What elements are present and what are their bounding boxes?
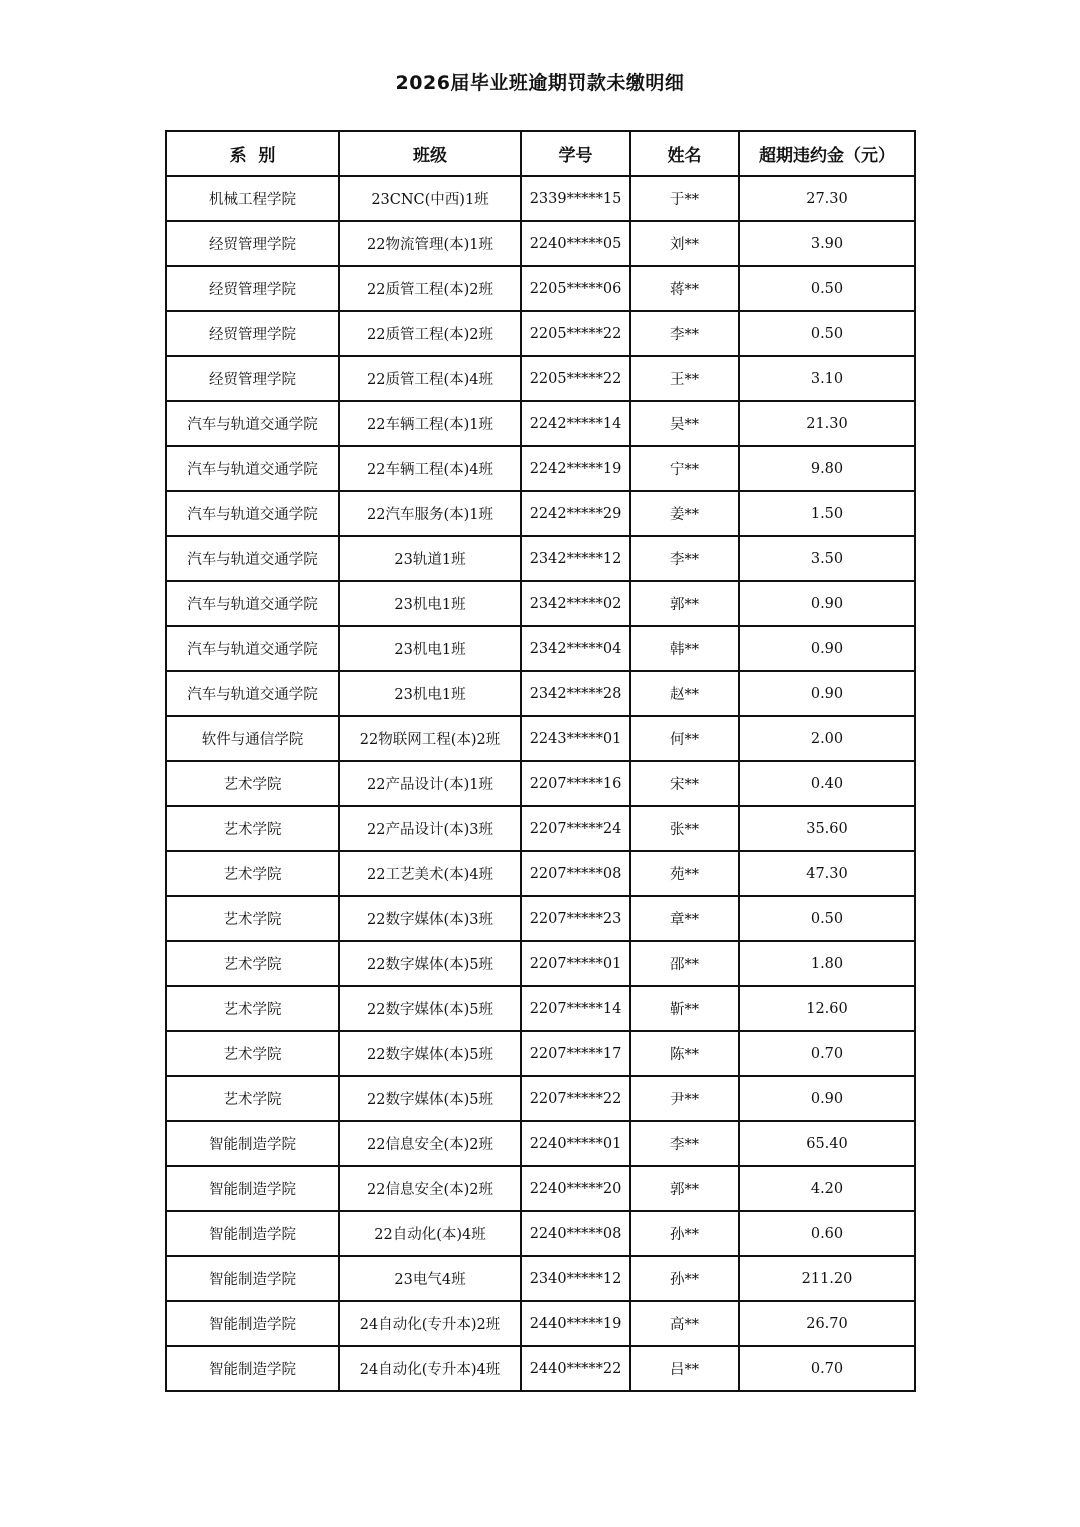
cell-student-id: 2340*****12 (521, 1256, 630, 1301)
table-row (166, 401, 915, 446)
cell-amount: 12.60 (739, 986, 915, 1031)
cell-student-id: 2242*****14 (521, 401, 630, 446)
cell-class: 22自动化(本)4班 (339, 1211, 521, 1256)
table-row (166, 221, 915, 266)
cell-name: 孙** (630, 1256, 739, 1301)
cell-name: 吕** (630, 1346, 739, 1391)
document-title: 2026届毕业班逾期罚款未缴明细 (395, 72, 685, 94)
cell-name: 宋** (630, 761, 739, 806)
cell-name: 尹** (630, 1076, 739, 1121)
table-row (166, 176, 915, 221)
cell-amount: 35.60 (739, 806, 915, 851)
cell-class: 22数字媒体(本)5班 (339, 1031, 521, 1076)
cell-department: 汽车与轨道交通学院 (166, 671, 339, 716)
cell-class: 22产品设计(本)3班 (339, 806, 521, 851)
cell-name: 章** (630, 896, 739, 941)
cell-class: 22工艺美术(本)4班 (339, 851, 521, 896)
cell-amount: 21.30 (739, 401, 915, 446)
table-row (166, 446, 915, 491)
cell-amount: 0.50 (739, 896, 915, 941)
cell-department: 智能制造学院 (166, 1166, 339, 1211)
cell-amount: 27.30 (739, 176, 915, 221)
cell-amount: 0.70 (739, 1346, 915, 1391)
cell-department: 艺术学院 (166, 851, 339, 896)
cell-amount: 65.40 (739, 1121, 915, 1166)
cell-amount: 0.90 (739, 671, 915, 716)
fine-table (165, 130, 916, 1392)
cell-student-id: 2240*****05 (521, 221, 630, 266)
cell-class: 22数字媒体(本)3班 (339, 896, 521, 941)
cell-class: 22数字媒体(本)5班 (339, 986, 521, 1031)
table-row (166, 1076, 915, 1121)
cell-amount: 0.40 (739, 761, 915, 806)
cell-department: 智能制造学院 (166, 1346, 339, 1391)
table-row (166, 761, 915, 806)
cell-name: 靳** (630, 986, 739, 1031)
header-name: 姓名 (630, 131, 739, 176)
cell-department: 艺术学院 (166, 761, 339, 806)
cell-student-id: 2242*****29 (521, 491, 630, 536)
table-row (166, 986, 915, 1031)
cell-department: 汽车与轨道交通学院 (166, 446, 339, 491)
table-row (166, 356, 915, 401)
cell-department: 汽车与轨道交通学院 (166, 626, 339, 671)
cell-class: 24自动化(专升本)2班 (339, 1301, 521, 1346)
cell-student-id: 2342*****12 (521, 536, 630, 581)
cell-student-id: 2207*****16 (521, 761, 630, 806)
table-row (166, 851, 915, 896)
cell-amount: 4.20 (739, 1166, 915, 1211)
cell-amount: 0.90 (739, 1076, 915, 1121)
cell-amount: 0.60 (739, 1211, 915, 1256)
cell-department: 艺术学院 (166, 986, 339, 1031)
cell-student-id: 2207*****14 (521, 986, 630, 1031)
cell-department: 智能制造学院 (166, 1256, 339, 1301)
cell-student-id: 2207*****22 (521, 1076, 630, 1121)
cell-student-id: 2207*****24 (521, 806, 630, 851)
cell-student-id: 2207*****01 (521, 941, 630, 986)
table-row (166, 626, 915, 671)
cell-name: 邵** (630, 941, 739, 986)
cell-student-id: 2205*****22 (521, 356, 630, 401)
cell-name: 张** (630, 806, 739, 851)
cell-name: 孙** (630, 1211, 739, 1256)
table-row (166, 1346, 915, 1391)
cell-class: 22物流管理(本)1班 (339, 221, 521, 266)
cell-amount: 0.70 (739, 1031, 915, 1076)
cell-student-id: 2342*****02 (521, 581, 630, 626)
table-row (166, 1256, 915, 1301)
cell-amount: 0.90 (739, 626, 915, 671)
header-class: 班级 (339, 131, 521, 176)
table-row (166, 311, 915, 356)
cell-amount: 0.50 (739, 311, 915, 356)
cell-name: 韩** (630, 626, 739, 671)
table-row (166, 1301, 915, 1346)
table-row (166, 716, 915, 761)
cell-amount: 1.50 (739, 491, 915, 536)
cell-name: 高** (630, 1301, 739, 1346)
cell-department: 软件与通信学院 (166, 716, 339, 761)
header-department: 系 别 (166, 131, 339, 176)
cell-department: 智能制造学院 (166, 1301, 339, 1346)
cell-name: 蒋** (630, 266, 739, 311)
cell-department: 智能制造学院 (166, 1211, 339, 1256)
cell-name: 刘** (630, 221, 739, 266)
table-row (166, 1166, 915, 1211)
cell-department: 汽车与轨道交通学院 (166, 536, 339, 581)
cell-amount: 3.10 (739, 356, 915, 401)
table-row (166, 1031, 915, 1076)
cell-department: 汽车与轨道交通学院 (166, 581, 339, 626)
cell-amount: 2.00 (739, 716, 915, 761)
cell-student-id: 2240*****20 (521, 1166, 630, 1211)
cell-name: 姜** (630, 491, 739, 536)
cell-student-id: 2205*****22 (521, 311, 630, 356)
table-body (166, 176, 915, 1391)
cell-class: 22物联网工程(本)2班 (339, 716, 521, 761)
cell-class: 22质管工程(本)2班 (339, 311, 521, 356)
cell-name: 郭** (630, 581, 739, 626)
cell-student-id: 2342*****28 (521, 671, 630, 716)
cell-amount: 3.50 (739, 536, 915, 581)
cell-name: 苑** (630, 851, 739, 896)
cell-class: 22质管工程(本)4班 (339, 356, 521, 401)
cell-class: 22产品设计(本)1班 (339, 761, 521, 806)
table-row (166, 491, 915, 536)
table-row (166, 581, 915, 626)
cell-class: 22车辆工程(本)4班 (339, 446, 521, 491)
cell-name: 宁** (630, 446, 739, 491)
cell-class: 23CNC(中西)1班 (339, 176, 521, 221)
cell-name: 郭** (630, 1166, 739, 1211)
cell-class: 22信息安全(本)2班 (339, 1121, 521, 1166)
cell-department: 艺术学院 (166, 1076, 339, 1121)
table-row (166, 536, 915, 581)
cell-name: 何** (630, 716, 739, 761)
cell-student-id: 2240*****08 (521, 1211, 630, 1256)
cell-student-id: 2207*****08 (521, 851, 630, 896)
cell-class: 23机电1班 (339, 581, 521, 626)
cell-class: 22数字媒体(本)5班 (339, 941, 521, 986)
cell-class: 23电气4班 (339, 1256, 521, 1301)
cell-department: 汽车与轨道交通学院 (166, 401, 339, 446)
cell-student-id: 2243*****01 (521, 716, 630, 761)
cell-class: 22数字媒体(本)5班 (339, 1076, 521, 1121)
cell-student-id: 2342*****04 (521, 626, 630, 671)
cell-name: 陈** (630, 1031, 739, 1076)
header-student-id: 学号 (521, 131, 630, 176)
cell-name: 李** (630, 1121, 739, 1166)
cell-department: 艺术学院 (166, 1031, 339, 1076)
cell-department: 机械工程学院 (166, 176, 339, 221)
cell-class: 22汽车服务(本)1班 (339, 491, 521, 536)
cell-department: 艺术学院 (166, 941, 339, 986)
header-amount: 超期违约金（元） (739, 131, 915, 176)
cell-amount: 211.20 (739, 1256, 915, 1301)
cell-class: 22信息安全(本)2班 (339, 1166, 521, 1211)
cell-name: 王** (630, 356, 739, 401)
cell-amount: 0.90 (739, 581, 915, 626)
cell-student-id: 2242*****19 (521, 446, 630, 491)
table-row (166, 806, 915, 851)
cell-department: 汽车与轨道交通学院 (166, 491, 339, 536)
cell-amount: 1.80 (739, 941, 915, 986)
cell-amount: 47.30 (739, 851, 915, 896)
cell-department: 智能制造学院 (166, 1121, 339, 1166)
table-row (166, 1211, 915, 1256)
table-row (166, 1121, 915, 1166)
table-row (166, 266, 915, 311)
cell-name: 李** (630, 311, 739, 356)
cell-student-id: 2207*****17 (521, 1031, 630, 1076)
cell-class: 22车辆工程(本)1班 (339, 401, 521, 446)
cell-department: 经贸管理学院 (166, 311, 339, 356)
cell-department: 艺术学院 (166, 806, 339, 851)
cell-name: 于** (630, 176, 739, 221)
cell-class: 22质管工程(本)2班 (339, 266, 521, 311)
cell-class: 23机电1班 (339, 626, 521, 671)
cell-class: 23轨道1班 (339, 536, 521, 581)
cell-student-id: 2339*****15 (521, 176, 630, 221)
cell-department: 经贸管理学院 (166, 356, 339, 401)
table-row (166, 941, 915, 986)
table-header-row (166, 131, 915, 176)
cell-amount: 3.90 (739, 221, 915, 266)
cell-name: 李** (630, 536, 739, 581)
cell-department: 艺术学院 (166, 896, 339, 941)
cell-student-id: 2207*****23 (521, 896, 630, 941)
cell-amount: 9.80 (739, 446, 915, 491)
cell-amount: 26.70 (739, 1301, 915, 1346)
cell-department: 经贸管理学院 (166, 266, 339, 311)
cell-department: 经贸管理学院 (166, 221, 339, 266)
cell-class: 23机电1班 (339, 671, 521, 716)
table-row (166, 671, 915, 716)
cell-class: 24自动化(专升本)4班 (339, 1346, 521, 1391)
cell-student-id: 2440*****19 (521, 1301, 630, 1346)
cell-amount: 0.50 (739, 266, 915, 311)
cell-name: 吴** (630, 401, 739, 446)
cell-name: 赵** (630, 671, 739, 716)
cell-student-id: 2240*****01 (521, 1121, 630, 1166)
cell-student-id: 2440*****22 (521, 1346, 630, 1391)
cell-student-id: 2205*****06 (521, 266, 630, 311)
table-row (166, 896, 915, 941)
